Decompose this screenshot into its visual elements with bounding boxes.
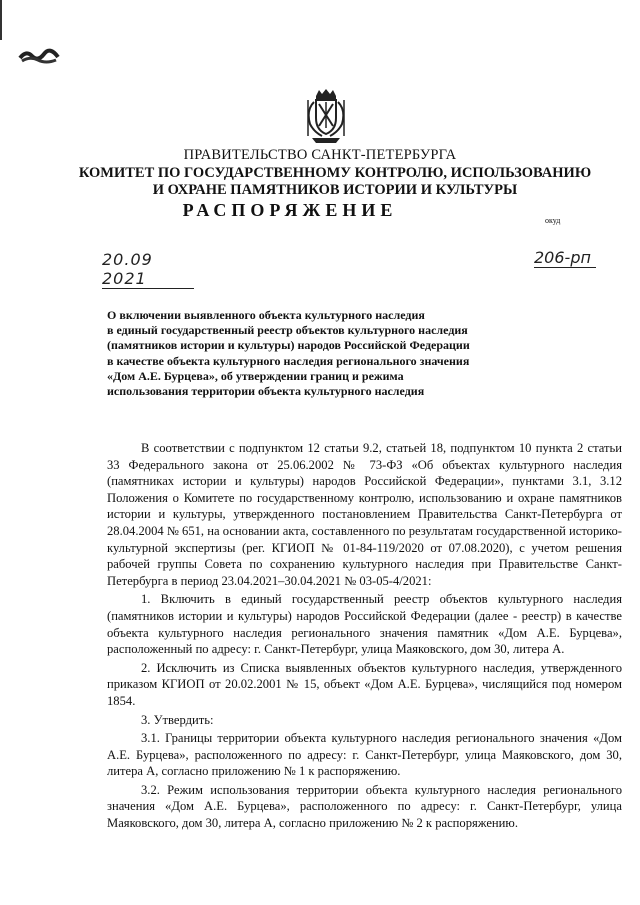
document-body — [107, 440, 622, 832]
subject-line: О включении выявленного объекта культурного наследия — [107, 308, 425, 322]
stamp-mark — [18, 48, 64, 64]
item-2-paragraph: 2. Исключить из Списка выявленных объектов культурного наследия, утвержденного приказом КГИОП от 20.02.2001 № 15, объект «Дом А.Е. Бурцева», числящийся под номером 1854. — [107, 660, 622, 708]
committee-title-line2: И ОХРАНЕ ПАМЯТНИКОВ ИСТОРИИ И КУЛЬТУРЫ — [152, 182, 518, 198]
government-title: ПРАВИТЕЛЬСТВО САНКТ-ПЕТЕРБУРГА — [183, 147, 457, 163]
subject-line: «Дом А.Е. Бурцева», об утверждении границ и режима — [107, 368, 404, 383]
item-3-2-paragraph: 3.2. Режим использования территории объекта культурного наследия регионального значения «Дом А.Е. Бурцева», расположенного по адресу: г. Санкт-Петербург, улица Маяковского, дом 30, литера А, согласно приложению № 2 к распоряжению. — [107, 782, 622, 831]
committee-title-line1: КОМИТЕТ ПО ГОСУДАРСТВЕННОМУ КОНТРОЛЮ, ИСПОЛЬЗОВАНИЮ — [78, 165, 592, 181]
subject-line: в единый государственный реестр объектов культурного наследия — [107, 323, 468, 338]
scan-edge-mark — [0, 0, 2, 40]
subject-line: использования территории объекта культурного наследия — [107, 384, 425, 399]
document-date: 20.09 2021 — [102, 250, 194, 289]
document-number: 206-рп — [534, 248, 596, 268]
okud-label: окуд — [545, 216, 561, 225]
document-type: РАСПОРЯЖЕНИЕ — [182, 200, 398, 220]
coat-of-arms-icon — [302, 88, 350, 144]
document-subject — [107, 308, 527, 399]
subject-line: (памятников истории и культуры) народов Российской Федерации — [107, 338, 470, 353]
committee-title — [70, 165, 600, 199]
item-3-1-paragraph: 3.1. Границы территории объекта культурного наследия регионального значения «Дом А.Е. Бурцева», расположенного по адресу: г. Санкт-Петербург, улица Маяковского, дом 30, литера А, согласно приложению № 1 к распоряжению. — [107, 731, 622, 779]
preamble-paragraph: В соответствии с подпунктом 12 статьи 9.2, статьей 18, подпунктом 10 пункта 2 статьи 33 Федерального закона от 25.06.2002 № 73-ФЗ «Об объектах культурного наследия (памятниках истории и культуры) народов Российской Федерации», пунктами 3.1, 3.12 Положения о Комитете по государственному контролю, использованию и охране памятников истории и культуры, утвержденного постановлением Правительства Санкт-Петербурга от 28.04.2004 № 651, на основании акта, составленного по результатам государственной историко-культурной экспертизы (рег. КГИОП № 01-84-119/2020 от 07.08.2020), с учетом решения рабочей группы Совета по сохранению культурного наследия при Правительстве Санкт-Петербурга в период 23.04.2021–30.04.2021 № 03-05-4/2021: — [107, 441, 622, 588]
item-1-paragraph: 1. Включить в единый государственный реестр объектов культурного наследия (памятников истории и культуры) народов Российской Федерации (далее - реестр) в качестве объекта культурного наследия регионального значения памятник «Дом А.Е. Бурцева», расположенный по адресу: г. Санкт-Петербург, улица Маяковского, дом 30, литера А. — [107, 592, 622, 657]
item-3-paragraph: 3. Утвердить: — [141, 712, 214, 727]
subject-line: в качестве объекта культурного наследия регионального значения — [107, 353, 470, 368]
